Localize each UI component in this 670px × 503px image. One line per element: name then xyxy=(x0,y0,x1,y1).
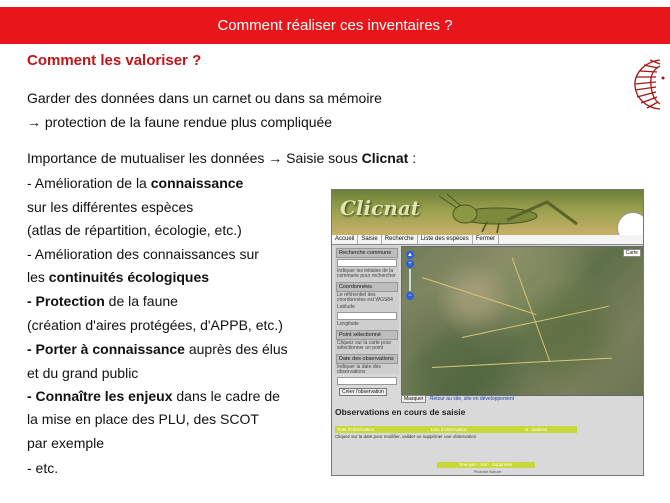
screenshot-footer: Picardie Nature xyxy=(473,469,502,474)
observations-actions-bar[interactable]: Envoyer - Voir - Supprimer xyxy=(437,462,535,468)
grasshopper-icon xyxy=(437,194,587,234)
text-line-continuities xyxy=(27,269,209,285)
protection-emphasis: - Protection xyxy=(27,293,105,309)
col-lieu: Lieu d'observation xyxy=(431,427,468,432)
map-footer-link[interactable]: Retour au site, site en développement xyxy=(429,396,515,402)
map-pan-up-icon[interactable]: ▲ xyxy=(407,252,413,258)
tab-accueil[interactable]: Accueil xyxy=(332,235,358,244)
point-title: Point sélectionné xyxy=(336,330,398,340)
map-footer xyxy=(401,395,514,403)
map-zoom-out-icon[interactable]: − xyxy=(406,292,414,300)
text-line-memory: Garder des données dans un carnet ou dans sa mémoire xyxy=(27,90,382,106)
observations-table-header xyxy=(335,426,577,433)
text-segment: auprès des élus xyxy=(184,341,288,357)
text-line-inform xyxy=(27,341,288,357)
text-segment: de la faune xyxy=(104,293,178,309)
date-input[interactable] xyxy=(337,377,397,385)
text-line-protected-areas: (création d'aires protégées, d'APPB, etc.) xyxy=(27,317,283,333)
slide-subtitle: Comment les valoriser ? xyxy=(27,52,202,69)
text-segment: les xyxy=(27,269,49,285)
create-observation-button[interactable]: Créer l'observation xyxy=(339,388,387,396)
clicnat-screenshot xyxy=(331,189,644,476)
observations-title: Observations en cours de saisie xyxy=(335,407,466,417)
text-line-etc: - etc. xyxy=(27,460,59,476)
map-zoom-control xyxy=(406,251,416,301)
text-line-example: par exemple xyxy=(27,435,105,451)
clicnat-emphasis: Clicnat xyxy=(361,150,409,166)
slide-banner xyxy=(0,7,670,44)
text-segment: : xyxy=(408,150,417,166)
text-line-protection-harder: → protection de la faune rendue plus compliquée xyxy=(27,114,333,130)
continuities-emphasis: continuités écologiques xyxy=(48,269,210,285)
tab-recherche[interactable]: Recherche xyxy=(382,235,418,244)
clicnat-brand: Clicnat xyxy=(340,196,421,220)
latitude-input[interactable] xyxy=(337,312,397,320)
date-hint: Indiquer la date des observations xyxy=(337,364,381,375)
hedgehog-logo-icon xyxy=(630,56,670,112)
stakes-emphasis: - Connaître les enjeux xyxy=(27,388,173,404)
search-hint: Indiquer les initiales de la commune pour rechercher xyxy=(337,268,396,279)
hide-map-button[interactable]: Masquer xyxy=(401,395,426,403)
text-line-knowledge xyxy=(27,175,243,191)
map-zoom-slider[interactable] xyxy=(409,269,411,291)
longitude-label: Longitude xyxy=(337,321,359,327)
banner-title: Comment réaliser ces inventaires ? xyxy=(217,17,453,34)
observations-note: Cliquez sur la date pour modifier, valider ou supprimer une observation xyxy=(335,434,477,439)
text-line-fauna-protection xyxy=(27,293,178,309)
coords-hint: Le référentiel des coordonnées est WGS84 xyxy=(337,292,393,303)
text-line-connections: - Amélioration des connaissances sur xyxy=(27,246,259,262)
map-type-select[interactable]: Carte xyxy=(623,249,641,257)
clicnat-sidebar xyxy=(335,246,399,395)
date-title: Date des observations xyxy=(336,354,398,364)
col-date: Date d'observation xyxy=(337,427,375,432)
commune-search-input[interactable] xyxy=(337,259,397,267)
knowledge-emphasis: connaissance xyxy=(150,175,244,191)
tab-saisie[interactable]: Saisie xyxy=(358,235,381,244)
tab-liste-especes[interactable]: Liste des espèces xyxy=(418,235,473,244)
text-line-atlas: (atlas de répartition, écologie, etc.) xyxy=(27,222,242,238)
text-segment: dans le cadre de xyxy=(172,388,280,404)
clicnat-tabs xyxy=(332,235,643,245)
text-segment: Importance de mutualiser les données → Saisie sous xyxy=(27,150,362,166)
col-citations: N. citations xyxy=(525,427,548,432)
text-segment: - Amélioration de la xyxy=(27,175,151,191)
point-hint: Cliquez sur la carte pour sélectionner un point xyxy=(337,340,392,351)
satellite-map[interactable] xyxy=(401,246,644,396)
text-line-public: et du grand public xyxy=(27,365,139,381)
text-line-species: sur les différentes espèces xyxy=(27,199,194,215)
coords-title: Coordonnées xyxy=(336,282,398,292)
text-line-stakes xyxy=(27,388,280,404)
map-road xyxy=(422,277,536,315)
tab-fermer[interactable]: Fermer xyxy=(473,235,499,244)
latitude-label: Latitude xyxy=(337,304,355,310)
text-line-plu-scot: la mise en place des PLU, des SCOT xyxy=(27,411,259,427)
inform-emphasis: - Porter à connaissance xyxy=(27,341,185,357)
map-zoom-in-icon[interactable]: + xyxy=(406,260,414,268)
text-line-mutualise xyxy=(27,150,416,166)
search-commune-title: Recherche commune xyxy=(336,248,398,258)
map-road xyxy=(432,358,612,368)
clicnat-header xyxy=(332,190,643,235)
